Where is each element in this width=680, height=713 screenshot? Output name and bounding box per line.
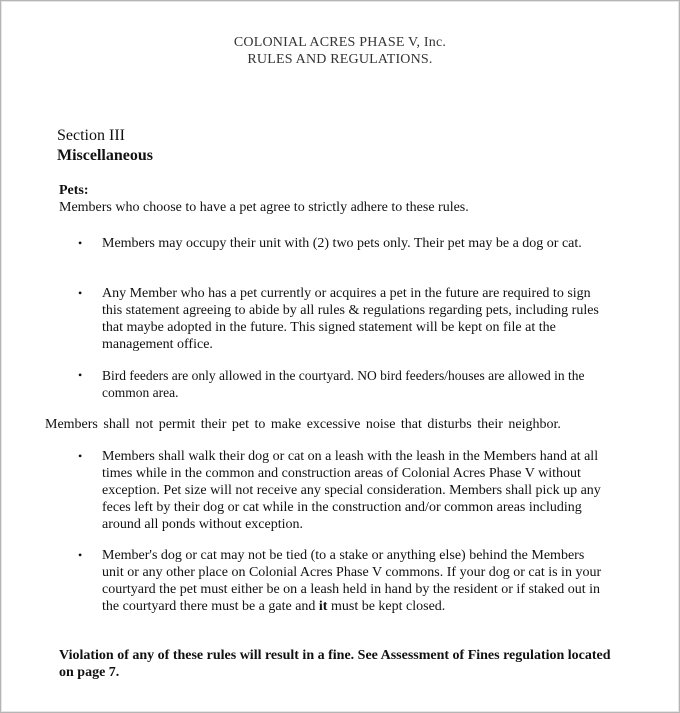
bullet-text-emphasis: it <box>318 599 328 614</box>
bullet-icon: • <box>78 286 83 300</box>
bullet-icon: • <box>78 368 83 382</box>
bullet-icon: • <box>78 548 83 562</box>
pets-intro: Members who choose to have a pet agree to strictly adhere to these rules. <box>59 200 469 215</box>
bullet-text: Bird feeders are only allowed in the courtyard. NO bird feeders/houses are allowed in the common area. <box>102 368 585 400</box>
bullet-text: Members shall walk their dog or cat on a leash with the leash in the Members hand at all times while in the common and construction areas of Colonial Acres Phase V without exception. Pet size will not receive any special consideration. Members shall pick up any feces left by their dog or cat while in the construction and/or common areas including around all ponds without exception. <box>102 449 601 532</box>
bullet-text-part: must be kept closed. <box>327 599 446 614</box>
bullet-text: Any Member who has a pet currently or acquires a pet in the future are required to sign this statement agreeing to abide by all rules & regulations regarding pets, including rules that maybe adopted in the future. This signed statement will be kept on file at the management office. <box>102 286 599 352</box>
bullet-text-part: Member's dog or cat may not be tied (to a stake or anything else) behind the Members unit or any other place on Colonial Acres Phase V commons. If your dog or cat is in your courtyard the pet must either be on a leash held in hand by the resident or if staked out in the courtyard there must be a gate and <box>102 548 602 614</box>
bullet-text <box>102 547 602 615</box>
section-label: Section III <box>57 127 125 144</box>
bullet-icon: • <box>78 236 83 250</box>
violation-notice: Violation of any of these rules will result in a fine. See Assessment of Fines regulation located on page 7. <box>59 648 611 680</box>
bullet-text: Members may occupy their unit with (2) two pets only. Their pet may be a dog or cat. <box>102 236 582 251</box>
pets-heading: Pets: <box>59 183 89 198</box>
noise-rule: Members shall not permit their pet to make excessive noise that disturbs their neighbor. <box>45 417 561 432</box>
header-doc-title: RULES AND REGULATIONS. <box>247 52 433 67</box>
bullet-icon: • <box>78 449 83 463</box>
section-title: Miscellaneous <box>57 147 153 164</box>
document-header <box>1 34 679 68</box>
header-org-name: COLONIAL ACRES PHASE V, Inc. <box>233 35 447 50</box>
